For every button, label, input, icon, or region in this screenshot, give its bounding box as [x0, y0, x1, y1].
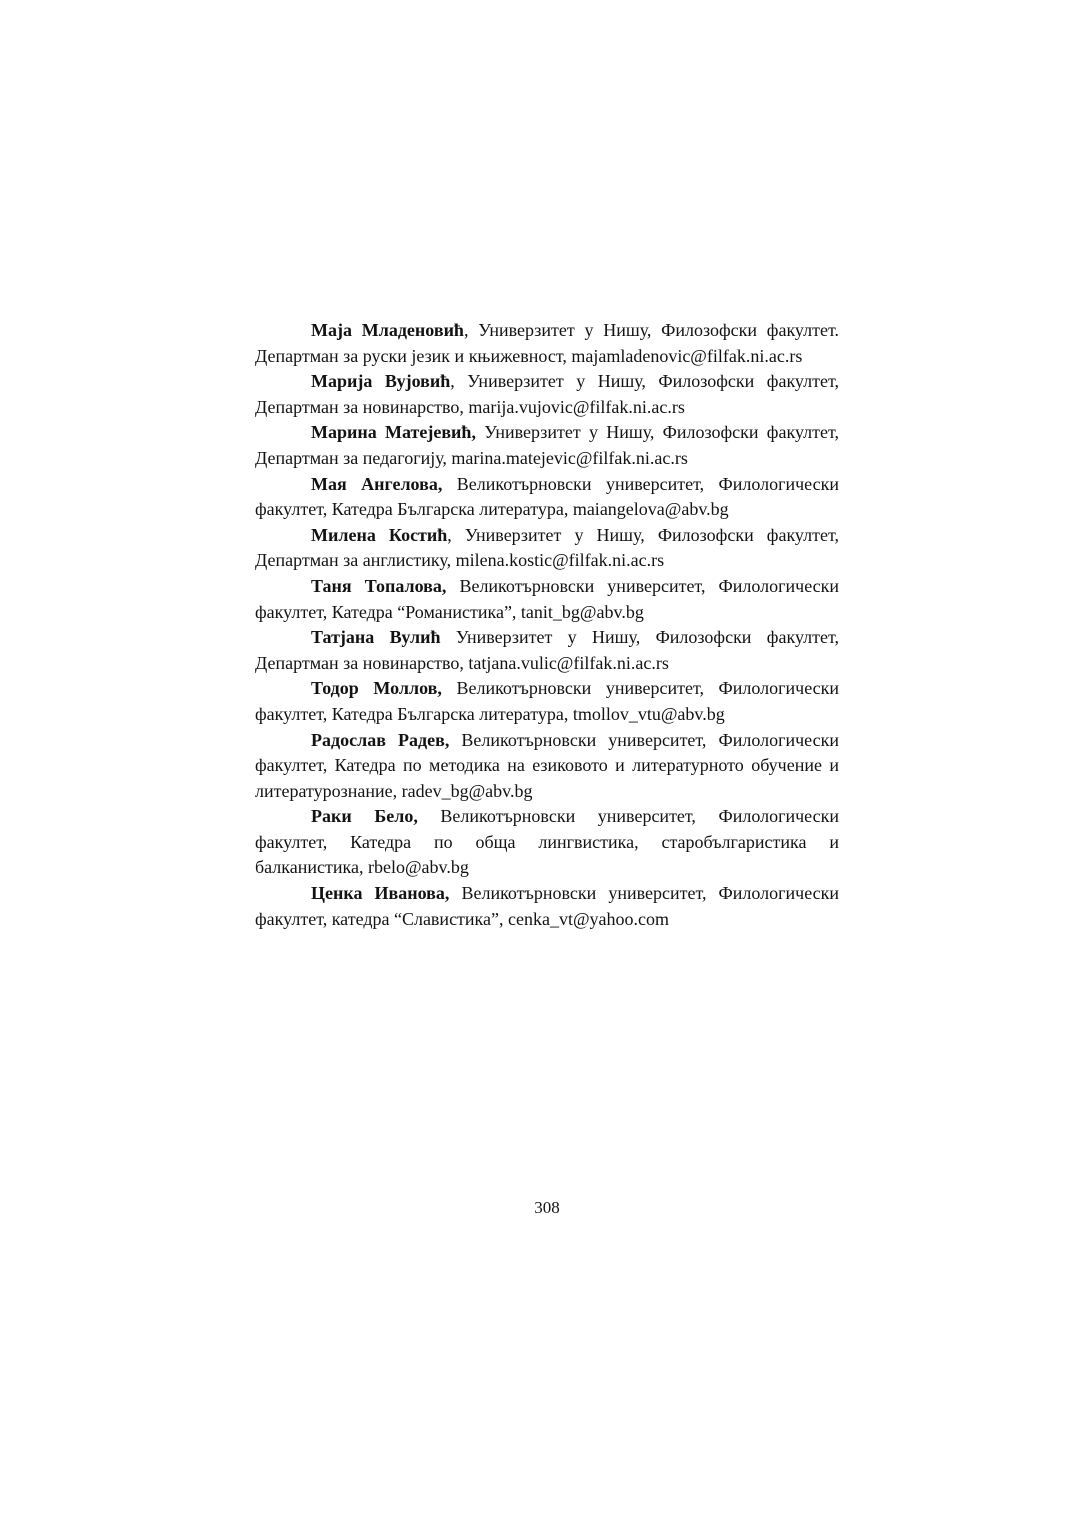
contributor-details: Великотърновски университет, Филологически факултет, Катедра Българска литература, maiangelova@abv.bg	[255, 473, 839, 520]
contributor-details: Великотърновски университет, Филологически факултет, Катедра по обща лингвистика, старобългаристика и балканистика, rbelo@abv.bg	[255, 806, 839, 878]
contributor-entry	[255, 881, 839, 932]
contributor-list	[255, 318, 839, 932]
contributor-entry	[255, 804, 839, 881]
contributor-details: Великотърновски университет, Филологически факултет, Катедра по методика на езиковото и литературното обучение и литературознание, radev_bg@abv.bg	[255, 729, 839, 801]
contributor-entry	[255, 574, 839, 625]
contributor-details: Универзитет у Нишу, Филозофски факултет, Департман за педагогију, marina.matejevic@filfak.ni.ac.rs	[255, 422, 840, 468]
contributor-details: Великотърновски университет, Филологически факултет, катедра “Славистика”, cenka_vt@yahoo.com	[255, 883, 839, 929]
contributor-entry	[255, 318, 839, 369]
contributor-entry	[255, 676, 839, 727]
contributor-name: Тодор Моллов,	[311, 678, 442, 699]
contributor-name: Татјана Вулић	[311, 627, 441, 648]
contributor-details: Универзитет у Нишу, Филозофски факултет, Департман за новинарство, tatjana.vulic@filfak.ni.ac.rs	[255, 627, 839, 673]
contributor-details: , Универзитет у Нишу, Филозофски факултет, Департман за новинарство, marija.vujovic@filfak.ni.ac.rs	[255, 371, 839, 417]
contributor-name: Марија Вујовић	[311, 371, 451, 392]
contributor-details: , Универзитет у Нишу, Филозофски факултет. Департман за руски језик и књижевност, majamladenovic@filfak.ni.ac.rs	[255, 320, 839, 366]
contributor-entry	[255, 728, 839, 805]
contributor-name: Милена Костић	[311, 524, 448, 545]
contributor-details: Великотърновски университет, Филологически факултет, Катедра “Романистика”, tanit_bg@abv.bg	[255, 575, 839, 622]
contributor-details: , Универзитет у Нишу, Филозофски факултет, Департман за англистику, milena.kostic@filfak.ni.ac.rs	[255, 524, 839, 571]
contributor-name: Таня Топалова,	[311, 575, 447, 596]
contributor-entry	[255, 523, 839, 574]
contributor-entry	[255, 420, 839, 471]
contributor-name: Маја Младеновић	[311, 320, 464, 340]
contributor-name: Марина Матејевић,	[311, 422, 476, 443]
contributor-name: Радослав Радев,	[311, 729, 450, 750]
page-number: 308	[534, 1198, 560, 1217]
contributor-name: Ценка Иванова,	[311, 883, 450, 904]
contributor-details: Великотърновски университет, Филологически факултет, Катедра Българска литература, tmollov_vtu@abv.bg	[255, 678, 839, 724]
contributor-name: Мая Ангелова,	[311, 473, 443, 494]
contributor-entry	[255, 369, 839, 420]
contributor-entry	[255, 472, 839, 523]
contributor-entry	[255, 625, 839, 676]
contributor-name: Раки Бело,	[311, 806, 418, 827]
